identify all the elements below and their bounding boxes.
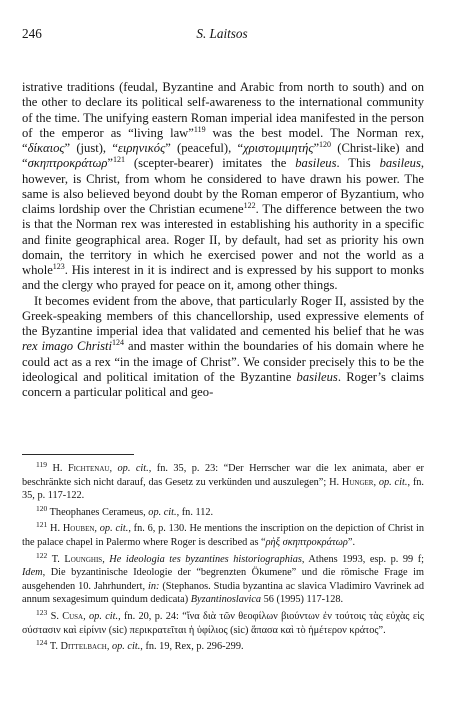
greek-quote: ἵνα διὰ τῶν θεοφίλων βιούντων ἐν τούτοις τὰς εὐχὰς εἰς σύστασιν καὶ εἰρίνιν (sic) περικρατεῖται ἡ ὑφίλιος (sic) ἅπασα καὶ τὸ ἡμέτερον κράτος [22, 610, 424, 636]
running-head-author: S. Laitsos [196, 26, 248, 41]
text-run: ” (peaceful), “ [165, 141, 244, 155]
journal-title: Byzantinoslavica [190, 594, 262, 606]
footnote-marker: 123 [36, 607, 48, 617]
text-run: It becomes evident from the above, that particularly Roger II, assisted by the Greek-speaking members of this chancellorship, used expressive elements of the Byzantine imperial idea that validated and cemented his belief that he was [22, 293, 424, 338]
author-name: H. Fichtenau [52, 463, 110, 474]
footnote-ref-121[interactable]: 121 [113, 155, 125, 165]
author-name: T. Lounghis [51, 553, 103, 565]
greek-term: ειρηνικός [117, 141, 166, 155]
text-run: 56 (1995) 117-128. [261, 594, 344, 606]
text-run: ” [107, 156, 113, 171]
citation-ref: , op. cit. [109, 463, 149, 474]
italic-term: basileus [295, 156, 337, 171]
footnote-ref-124[interactable]: 124 [112, 338, 125, 348]
footnote-ref-122[interactable]: 122 [243, 201, 256, 210]
page-number: 246 [22, 26, 42, 41]
text-run: , fn. 19, Rex, p. 296-299. [140, 641, 244, 653]
text-run: . The difference between the two is that the Norman rex was interested in establishing his authority in a specific and finite geographical area. Roger II, by default, had set as priority his own domain, the territory in which he exercised power and not the world as a whole [22, 202, 424, 277]
greek-quote: ρὴξ σκηπτροκράτωρ [265, 536, 348, 548]
greek-term: δίκαιος [27, 141, 65, 155]
citation-ref: op. cit. [148, 506, 177, 518]
footnote-ref-119[interactable]: 119 [193, 124, 206, 134]
paragraph-2 [22, 294, 424, 401]
text-run: , fn. 6, p. 130. He mentions the inscription on the depiction of Christ in the palace chapel in Palermo where Roger is described as “ [22, 523, 424, 548]
text-run: . Roger’s claims concern a particular political and geo- [22, 369, 424, 399]
author-name: H. Houben [50, 523, 95, 535]
in-marker: in: [147, 580, 160, 592]
footnote-121 [22, 522, 424, 549]
text-run: was the best model. The Norman rex, “ [22, 125, 424, 155]
main-text [22, 80, 424, 400]
footnote-ref-123[interactable]: 123 [52, 262, 65, 271]
citation-ref: , op. cit. [83, 610, 119, 622]
citation-ref: , op. cit. [373, 476, 408, 488]
footnote-marker: 122 [36, 550, 48, 560]
footnote-marker: 121 [36, 520, 48, 530]
text-run: Theophanes Cerameus, [49, 506, 149, 518]
text-run: . This [336, 156, 380, 171]
text-run: . His interest in it is indirect and is expressed by his support to monks and the clergy who prayed for peace on it, among other things. [22, 263, 424, 293]
text-run: ” (just), “ [64, 141, 118, 155]
footnote-marker: 124 [36, 638, 48, 648]
footnote-122 [22, 550, 425, 607]
footnote-ref-120[interactable]: 120 [319, 140, 332, 149]
idem-marker: Idem [22, 567, 43, 579]
author-name: T. Dittelbach [49, 641, 107, 653]
paragraph-1 [22, 80, 424, 294]
citation-ref: , op. cit. [94, 523, 129, 535]
footnote-marker: 119 [36, 460, 47, 469]
text-run: , Die byzantinische Ideologie der “begrenzten Ökumene” und die römische Frage im ausgehenden 10. Jahrhundert, [22, 567, 424, 592]
author-name: S. Cusa [50, 610, 84, 622]
footnote-separator [22, 454, 134, 455]
text-run: , fn. 112. [176, 506, 214, 518]
text-run: , fn. 20, p. 24: “ [118, 610, 187, 622]
text-run: , Athens 1993, esp. p. 99 f; [301, 553, 425, 565]
text-run: (scepter-bearer) imitates the [125, 156, 296, 171]
greek-term: σκηπτροκράτωρ [27, 156, 108, 171]
text-run: , however, is Christ, from whom he considered to have drawn his power. The same is also believed beyond doubt by the Roman emperor of Byzantium, who claims lordship over the Christian ecumene [22, 156, 425, 216]
footnote-123 [22, 607, 424, 637]
book-title: , He ideologia tes byzantines historiographias [102, 553, 302, 565]
text-run: ”. [347, 536, 356, 548]
text-run: ”. [378, 624, 386, 636]
footnote-119 [22, 462, 424, 503]
text-run: ” [313, 141, 320, 155]
italic-term: basileus [379, 156, 421, 171]
footnote-124 [22, 640, 424, 654]
author-name: H. Hunger [329, 476, 374, 488]
italic-term: basileus [296, 369, 338, 384]
footnotes [22, 462, 424, 657]
text-run: (Stephanos. Studia byzantina ac slavica Vladimiro Vavrinek ad annum sexagesimum quindum dedicata) [22, 580, 424, 606]
italic-term: rex imago Christi [22, 339, 113, 354]
text-run: , fn. 35, p. 23: “Der Herrscher war die lex animata, aber er beschränkte sich nicht darauf, das Gesetz zu verkünden und auszulegen”; [22, 463, 424, 488]
citation-ref: , op. cit. [106, 641, 141, 653]
footnote-120 [22, 503, 424, 520]
footnote-marker: 120 [36, 503, 48, 513]
running-header [22, 26, 422, 42]
text-run: istrative traditions (feudal, Byzantine and Arabic from north to south) and on the other to declare its political self-awareness to the international community of the time. The unifying eastern Roman imperial idea manifested in the person of the emperor as “living law” [22, 80, 424, 140]
text-run: , fn. 35, p. 117-122. [22, 476, 424, 502]
text-run: and master within the boundaries of his domain where he could act as a rex “in the image of Christ”. We consider precisely this to be the ideological and political imitation of the Byzantine [22, 339, 424, 384]
greek-term: χριστομιμητής [243, 141, 314, 155]
text-run: (Christ-like) and “ [22, 141, 424, 171]
